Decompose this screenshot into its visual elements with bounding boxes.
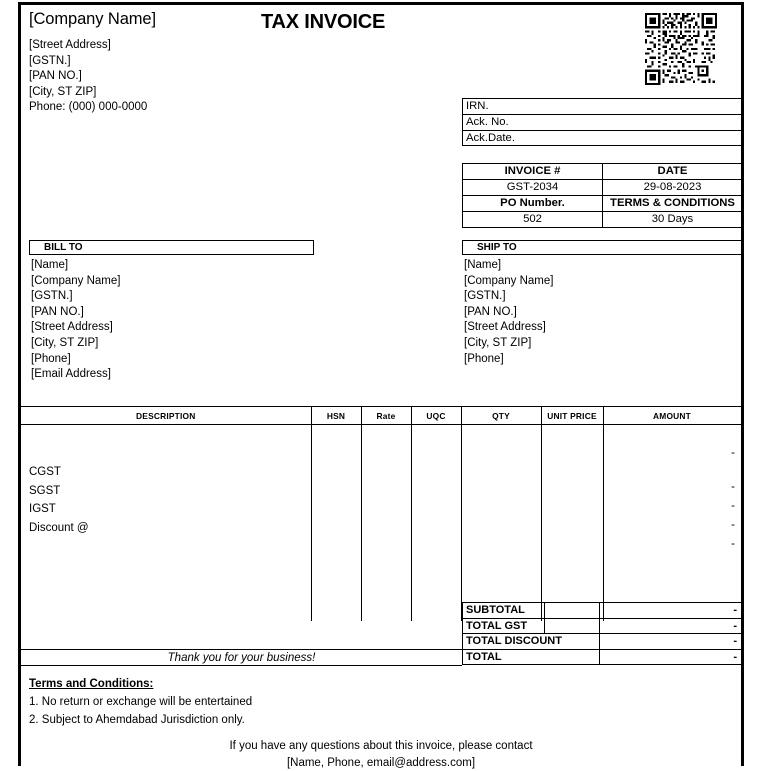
- date-label: DATE: [603, 164, 743, 180]
- list-item: [City, ST ZIP]: [31, 336, 314, 352]
- amount-cell: [603, 425, 741, 621]
- irn-row: IRN.: [462, 98, 743, 114]
- amount-value: -: [731, 501, 735, 513]
- date-value: 29-08-2023: [603, 180, 743, 196]
- list-item: [Company Name]: [31, 274, 314, 290]
- company-address-line: [GSTN.]: [29, 54, 147, 70]
- amount-value: -: [731, 448, 735, 460]
- company-address-block: [29, 38, 147, 116]
- ship-to-heading: SHIP TO: [462, 240, 743, 255]
- tax-line-igst: IGST: [29, 500, 311, 519]
- subtotal-label: SUBTOTAL: [463, 603, 545, 619]
- column-header-qty: QTY: [461, 407, 541, 425]
- list-item: [GSTN.]: [464, 289, 743, 305]
- qty-cell: [461, 425, 541, 621]
- terms-line: 2. Subject to Ahemdabad Jurisdiction only.: [29, 711, 252, 729]
- ship-to-lines: [462, 255, 743, 367]
- company-address-line: [City, ST ZIP]: [29, 85, 147, 101]
- list-item: [Phone]: [464, 352, 743, 368]
- totals-table: [462, 602, 744, 665]
- bill-to-block: [29, 240, 314, 383]
- list-item: [Street Address]: [31, 320, 314, 336]
- description-cell: [21, 425, 311, 621]
- irn-block: [462, 98, 743, 146]
- total-discount-label: TOTAL DISCOUNT: [463, 634, 600, 650]
- table-row: [463, 196, 743, 212]
- tax-line-sgst: SGST: [29, 482, 311, 501]
- terms-line: 1. No return or exchange will be entertained: [29, 693, 252, 711]
- list-item: [Phone]: [31, 352, 314, 368]
- terms-and-conditions-block: [29, 675, 252, 729]
- ship-to-block: [462, 240, 743, 367]
- list-item: [GSTN.]: [31, 289, 314, 305]
- qr-code: [635, 8, 727, 90]
- amount-value: -: [731, 520, 735, 532]
- bill-to-lines: [29, 255, 314, 383]
- terms-heading: Terms and Conditions:: [29, 675, 252, 693]
- terms-conditions-label: TERMS & CONDITIONS: [603, 196, 743, 212]
- total-gst-label: TOTAL GST: [463, 618, 545, 634]
- list-item: [PAN NO.]: [31, 305, 314, 321]
- amount-value: -: [731, 482, 735, 494]
- tax-line-cgst: CGST: [29, 463, 311, 482]
- column-header-rate: Rate: [361, 407, 411, 425]
- table-row: [463, 180, 743, 196]
- total-value: -: [600, 649, 744, 665]
- column-header-uqc: UQC: [411, 407, 461, 425]
- subtotal-spacer: [545, 603, 600, 619]
- thank-you-note: Thank you for your business!: [21, 649, 462, 666]
- list-item: [Company Name]: [464, 274, 743, 290]
- contact-line: If you have any questions about this invoice, please contact: [21, 738, 741, 755]
- po-number-label: PO Number.: [463, 196, 603, 212]
- terms-conditions-value: 30 Days: [603, 212, 743, 228]
- total-label: TOTAL: [463, 649, 600, 665]
- invoice-number-value: GST-2034: [463, 180, 603, 196]
- list-item: [Email Address]: [31, 367, 314, 383]
- tax-line-discount: Discount @: [29, 519, 311, 538]
- table-row: [463, 164, 743, 180]
- column-header-amount: AMOUNT: [603, 407, 741, 425]
- unit-price-cell: [541, 425, 603, 621]
- contact-line: [Name, Phone, email@address.com]: [21, 755, 741, 771]
- total-discount-value: -: [600, 634, 744, 650]
- bill-to-heading: BILL TO: [29, 240, 314, 255]
- rate-cell: [361, 425, 411, 621]
- company-name: [Company Name]: [29, 10, 156, 29]
- line-items-table: [21, 406, 742, 621]
- table-row: [463, 603, 744, 619]
- invoice-number-label: INVOICE #: [463, 164, 603, 180]
- ack-date-row: Ack.Date.: [462, 130, 743, 146]
- invoice-meta-table: [462, 163, 743, 228]
- total-gst-spacer: [545, 618, 600, 634]
- column-header-unit-price: UNIT PRICE: [541, 407, 603, 425]
- uqc-cell: [411, 425, 461, 621]
- list-item: [PAN NO.]: [464, 305, 743, 321]
- hsn-cell: [311, 425, 361, 621]
- list-item: [Street Address]: [464, 320, 743, 336]
- company-address-line: Phone: (000) 000-0000: [29, 100, 147, 116]
- table-row: [463, 618, 744, 634]
- company-address-line: [PAN NO.]: [29, 69, 147, 85]
- total-gst-value: -: [600, 618, 744, 634]
- subtotal-value: -: [600, 603, 744, 619]
- tax-lines-block: [21, 425, 311, 538]
- table-row: [463, 634, 744, 650]
- table-row: [463, 649, 744, 665]
- column-header-hsn: HSN: [311, 407, 361, 425]
- list-item: [City, ST ZIP]: [464, 336, 743, 352]
- contact-footer: [21, 738, 741, 771]
- list-item: [Name]: [464, 258, 743, 274]
- list-item: [Name]: [31, 258, 314, 274]
- table-header-row: [21, 407, 741, 425]
- invoice-page: [18, 2, 744, 766]
- amount-value: -: [731, 539, 735, 551]
- page-title: TAX INVOICE: [261, 11, 385, 34]
- ack-no-row: Ack. No.: [462, 114, 743, 130]
- company-address-line: [Street Address]: [29, 38, 147, 54]
- column-header-description: DESCRIPTION: [21, 407, 311, 425]
- po-number-value: 502: [463, 212, 603, 228]
- table-row: [463, 212, 743, 228]
- qr-code-icon: [640, 13, 722, 85]
- table-body-row: [21, 425, 741, 621]
